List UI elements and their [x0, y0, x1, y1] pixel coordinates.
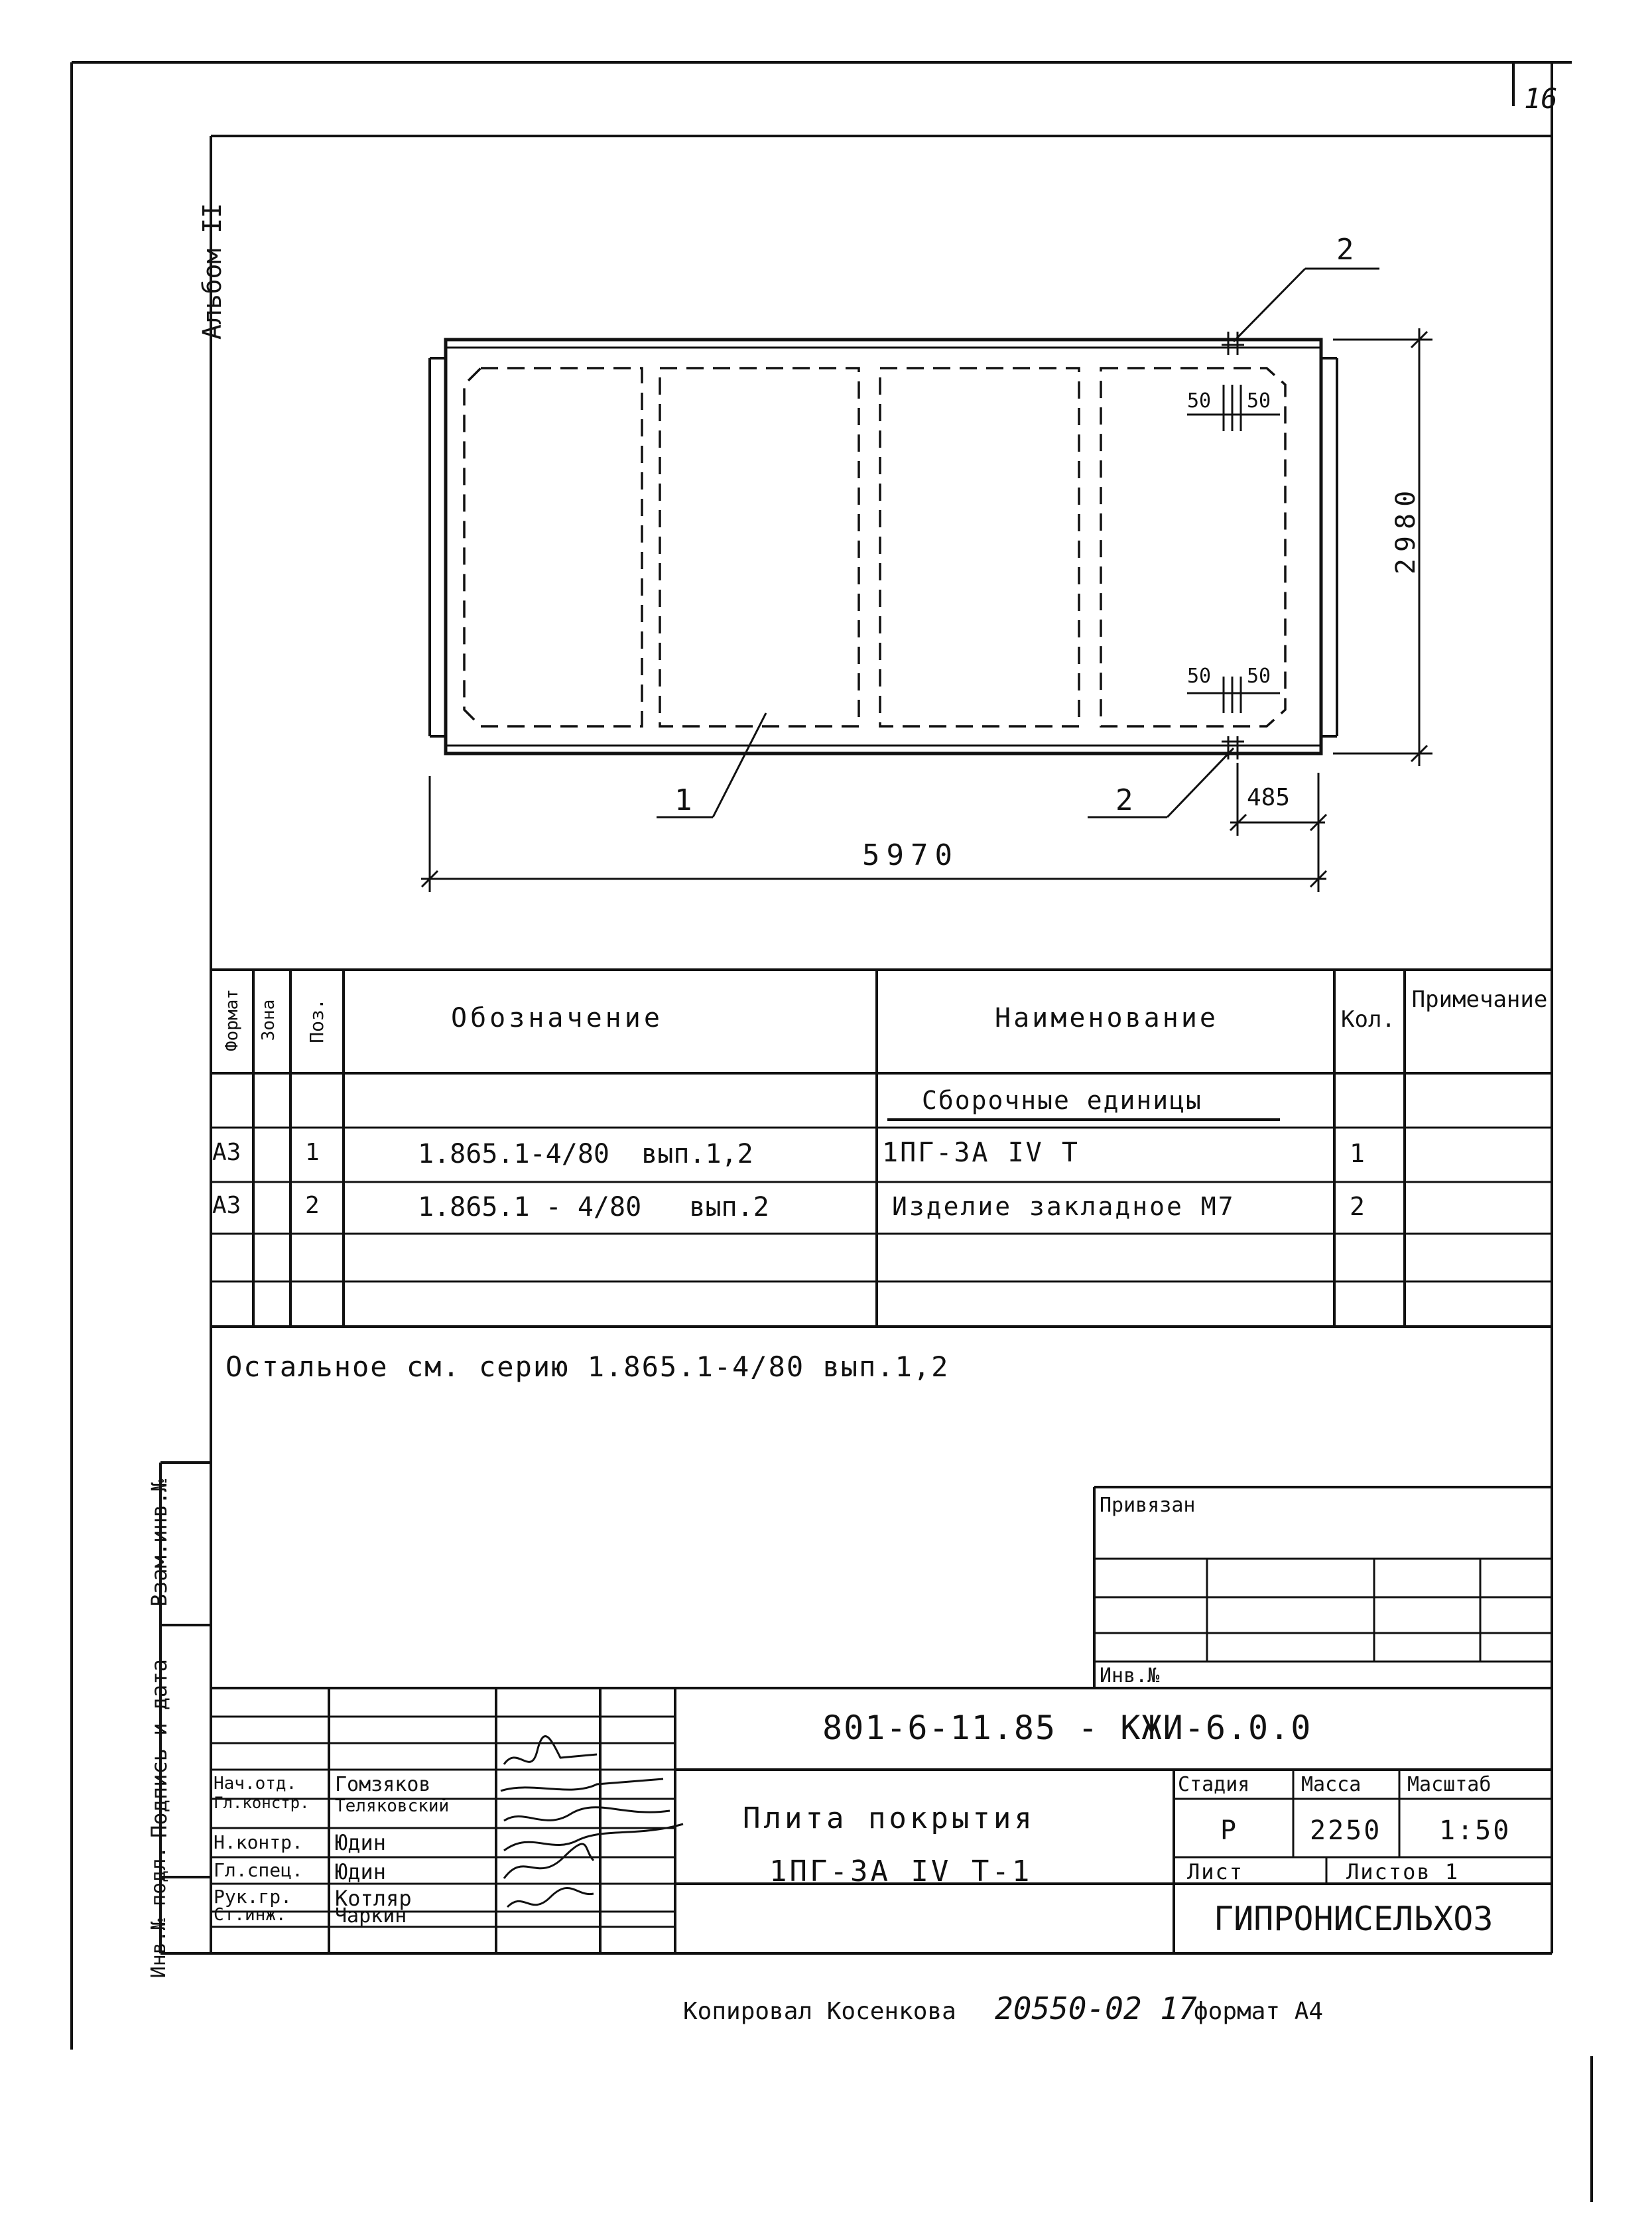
dim-bottom-left: 50: [1187, 665, 1212, 688]
footer-copied-by: Копировал Косенкова: [683, 1998, 956, 2025]
sig-role-4: Гл.спец.: [214, 1859, 303, 1881]
row1-pos: 1: [305, 1139, 320, 1166]
row1-qty: 1: [1350, 1139, 1365, 1168]
stamp-inv-podl: Инв.№ подл.: [147, 1846, 170, 1979]
scale-value: 1:50: [1439, 1815, 1511, 1846]
stage-label: Стадия: [1178, 1773, 1250, 1796]
page-number: 16: [1524, 82, 1558, 115]
doc-code: 801-6-11.85 - КЖИ-6.0.0: [822, 1709, 1312, 1747]
sig-role-2: Гл.констр.: [214, 1794, 310, 1812]
dim-offset: 485: [1247, 784, 1291, 811]
header-pos: Поз.: [306, 998, 328, 1043]
row2-name: Изделие закладное М7: [892, 1192, 1236, 1221]
stamp-vzam-inv: Взам.инв.№: [147, 1478, 172, 1607]
sig-name-1: Гомзяков: [335, 1773, 431, 1796]
dim-bottom-right: 50: [1247, 665, 1271, 688]
stamp-signature-date: Подпись и дата: [147, 1659, 172, 1838]
dim-top-left: 50: [1187, 389, 1212, 413]
section-title: Сборочные единицы: [922, 1086, 1202, 1115]
header-designation: Обозначение: [451, 1003, 663, 1033]
sig-name-2: Теляковский: [335, 1796, 450, 1816]
row1-format: А3: [212, 1139, 241, 1166]
header-name: Наименование: [995, 1003, 1218, 1033]
header-zone: Зона: [259, 999, 279, 1041]
title-line2: 1ПГ-3А IV Т-1: [769, 1855, 1033, 1888]
sig-role-6: Ст.инж.: [214, 1905, 286, 1925]
sig-name-6: Чаркин: [335, 1904, 407, 1928]
title-line1: Плита покрытия: [743, 1801, 1035, 1835]
sig-name-4: Юдин: [335, 1859, 387, 1884]
mass-value: 2250: [1310, 1815, 1382, 1846]
header-note: Примечание: [1411, 986, 1548, 1013]
mass-label: Масса: [1301, 1773, 1362, 1796]
stage-value: Р: [1220, 1815, 1237, 1846]
sig-name-3: Юдин: [335, 1830, 387, 1855]
footer-format: формат А4: [1194, 1998, 1324, 2025]
sig-role-1: Нач.отд.: [214, 1774, 297, 1794]
row1-designation: 1.865.1-4/80 вып.1,2: [418, 1139, 753, 1169]
sheet-label: Лист: [1187, 1859, 1244, 1884]
row1-name: 1ПГ-3А IV Т: [882, 1138, 1080, 1168]
dim-width: 5970: [862, 838, 959, 872]
general-note: Остальное см. серию 1.865.1-4/80 вып.1,2: [225, 1350, 950, 1383]
row2-qty: 2: [1350, 1192, 1365, 1221]
row2-format: А3: [212, 1192, 241, 1219]
scale-label: Масштаб: [1407, 1773, 1492, 1796]
sheets-label: Листов 1: [1346, 1859, 1460, 1884]
row2-pos: 2: [305, 1192, 320, 1219]
sig-name-5: Котляр: [335, 1886, 412, 1911]
org-name: ГИПРОНИСЕЛЬХОЗ: [1214, 1900, 1493, 1938]
row2-designation: 1.865.1 - 4/80 вып.2: [418, 1192, 769, 1222]
dim-top-right: 50: [1247, 389, 1271, 413]
header-qty: Кол.: [1341, 1006, 1395, 1033]
bound-inv-label: Инв.№: [1100, 1664, 1160, 1687]
callout-2-bottom: 2: [1115, 783, 1133, 817]
sig-role-5: Рук.гр.: [214, 1886, 292, 1908]
album-label: Альбом II: [198, 203, 227, 340]
sig-role-3: Н.контр.: [214, 1831, 303, 1853]
callout-1: 1: [674, 783, 692, 817]
footer-handwritten-number: 20550-02 17: [995, 1991, 1197, 2026]
bound-label: Привязан: [1100, 1494, 1196, 1517]
callout-2-top: 2: [1336, 233, 1354, 267]
dim-height: 2980: [1391, 484, 1421, 575]
header-format: Формат: [222, 989, 242, 1051]
signature-scribbles: [501, 1736, 683, 1907]
